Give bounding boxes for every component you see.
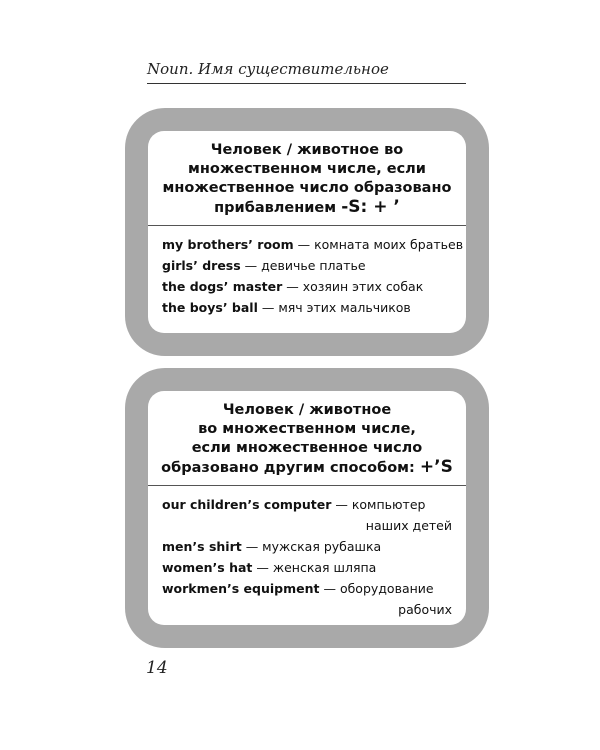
page-number: 14 [146, 658, 168, 678]
example-item [162, 494, 452, 536]
examples-list [148, 234, 466, 318]
rule-card-title [148, 391, 466, 485]
rule-card-inner [148, 391, 466, 625]
title-line: множественном числе, если [188, 161, 426, 177]
rule-card-inner [148, 131, 466, 333]
example-item [162, 234, 464, 255]
example-english: girls’ dress [162, 258, 241, 273]
title-line: Человек / животное [222, 402, 392, 418]
example-translation: — хозяин этих собак [282, 279, 424, 294]
title-line-text: образовано другим способом: [161, 460, 415, 476]
title-line-text: прибавлением [214, 200, 337, 216]
example-english: men’s shirt [162, 539, 242, 554]
suffix-rule: +’S [419, 457, 453, 477]
title-line: если множественное число [191, 440, 423, 456]
example-translation-continued: наших детей [365, 518, 452, 533]
suffix-rule: -S: + ’ [341, 197, 400, 217]
examples-list [148, 494, 466, 620]
example-english: our children’s computer [162, 497, 332, 512]
rule-card-plural-s [125, 108, 489, 356]
example-item [162, 557, 452, 578]
title-line: Человек / животное во [210, 142, 404, 158]
example-item [162, 578, 452, 620]
example-english: the boys’ ball [162, 300, 258, 315]
rule-card-plural-other [125, 368, 489, 648]
example-english: the dogs’ master [162, 279, 283, 294]
example-item [162, 255, 452, 276]
title-line: во множественном числе, [198, 421, 416, 437]
header-rule [147, 83, 466, 84]
card-divider [148, 485, 466, 486]
example-english: my brothers’ room [162, 237, 294, 252]
example-translation: — оборудование [319, 581, 434, 596]
title-line: множественное число образовано [162, 180, 452, 196]
example-item [162, 297, 452, 318]
running-head: Noun. Имя существительное [147, 60, 389, 78]
title-line-last [156, 198, 458, 218]
example-english: women’s hat [162, 560, 253, 575]
example-translation-continued: рабочих [398, 602, 452, 617]
example-translation: — мяч этих мальчиков [257, 300, 411, 315]
example-translation: — компьютер [331, 497, 426, 512]
example-translation: — мужская рубашка [241, 539, 382, 554]
example-english: workmen’s equipment [162, 581, 320, 596]
example-translation: — комната моих братьев [293, 237, 464, 252]
example-item [162, 276, 452, 297]
example-translation: — девичье платье [240, 258, 366, 273]
title-line-last [156, 458, 458, 478]
example-translation: — женская шляпа [252, 560, 377, 575]
example-item [162, 536, 452, 557]
rule-card-title [148, 131, 466, 225]
card-divider [148, 225, 466, 226]
